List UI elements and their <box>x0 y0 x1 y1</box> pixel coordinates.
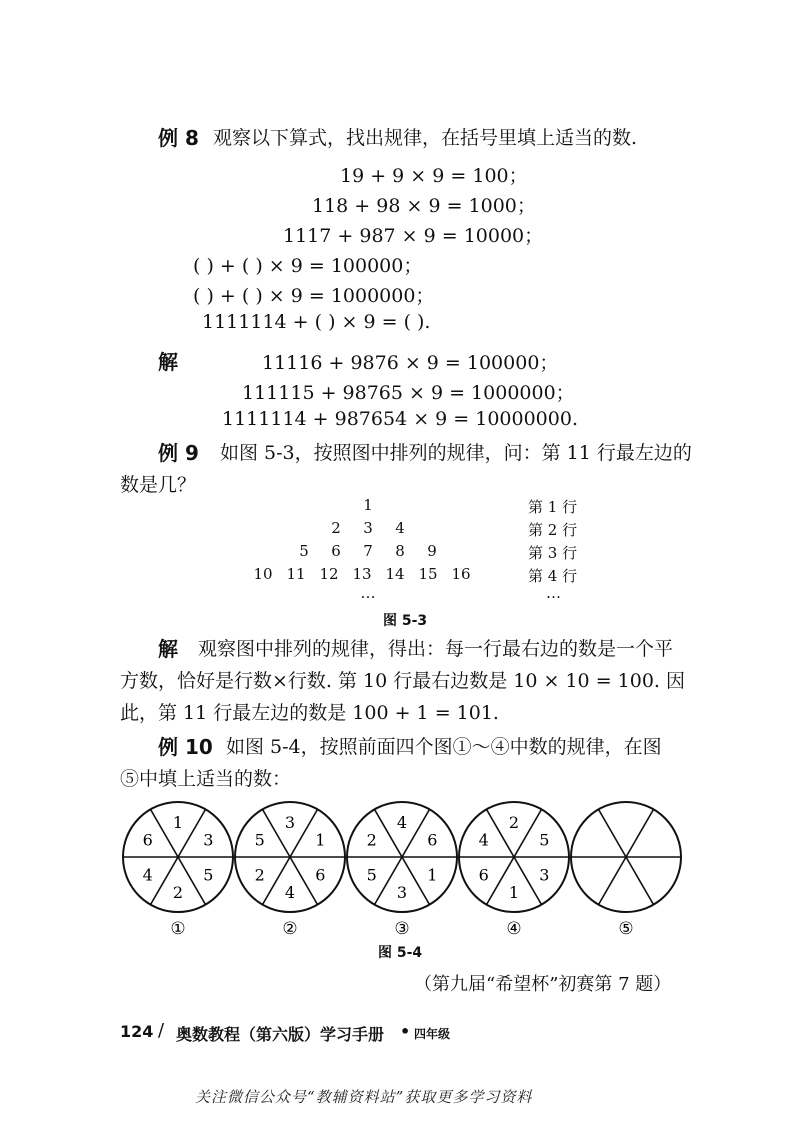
sector-number: 4 <box>396 813 408 832</box>
sector-number: 4 <box>142 865 153 885</box>
sector-number: 1 <box>172 813 184 832</box>
triangle-cell: 8 <box>395 542 405 560</box>
sector-number: 2 <box>366 830 377 850</box>
example9-solution-label: 解 <box>158 637 178 661</box>
problem-source: （第九届“希望杯”初赛第 7 题） <box>414 974 672 995</box>
example9-solution-line3: 此，第 11 行最左边的数是 100 + 1 = 101. <box>120 702 499 724</box>
footer-bullet: • <box>400 1022 411 1041</box>
example8-solution-label: 解 <box>158 350 178 374</box>
triangle-cell: 14 <box>385 565 405 583</box>
example8-equation-5: ( ) + ( ) × 9 = 1000000； <box>193 285 435 307</box>
sector-number: 6 <box>315 865 326 885</box>
example8-label: 例 8 <box>158 126 199 150</box>
example10-prompt-line1: 如图 5-4，按照前面四个图①～④中数的规律，在图 <box>226 736 662 758</box>
triangle-cell: 13 <box>352 565 372 583</box>
row-label: 第 4 行 <box>528 567 578 585</box>
triangle-ellipsis: … <box>360 584 376 602</box>
figure-caption-5-3: 图 5-3 <box>383 613 428 629</box>
circle-label: ⑤ <box>618 919 634 939</box>
example8-equation-2: 118 + 98 × 9 = 1000； <box>312 195 536 217</box>
sector-number: 1 <box>315 830 326 850</box>
circle-label: ① <box>170 919 186 939</box>
triangle-cell: 16 <box>451 565 471 583</box>
sector-number: 5 <box>539 830 550 850</box>
triangle-cell: 2 <box>331 519 341 537</box>
triangle-cell: 3 <box>363 519 373 537</box>
divided-circle <box>235 802 345 939</box>
sector-number: 2 <box>172 883 184 902</box>
sector-number: 4 <box>284 883 296 902</box>
circle-label: ② <box>282 919 298 939</box>
sector-number: 3 <box>396 883 408 902</box>
sector-number: 5 <box>254 830 265 850</box>
sector-number: 3 <box>203 830 214 850</box>
triangle-cell: 11 <box>286 565 306 583</box>
triangle-cell: 10 <box>253 565 273 583</box>
sector-number: 5 <box>203 865 214 885</box>
example8-equation-6: 1111114 + ( ) × 9 = ( ). <box>202 311 431 333</box>
example8-solution-1: 11116 + 9876 × 9 = 100000； <box>262 352 559 374</box>
figure-caption-5-4: 图 5-4 <box>378 945 423 961</box>
example9-label: 例 9 <box>158 441 199 465</box>
example10-prompt-line2: ⑤中填上适当的数： <box>120 768 292 790</box>
example8-equation-1: 19 + 9 × 9 = 100； <box>340 165 528 187</box>
row-label: 第 3 行 <box>528 544 578 562</box>
watermark-text: 关注微信公众号“教辅资料站”获取更多学习资料 <box>195 1088 533 1106</box>
triangle-cell: 12 <box>319 565 339 583</box>
sector-number: 4 <box>478 830 489 850</box>
triangle-cell: 5 <box>299 542 309 560</box>
divided-circle <box>347 802 457 939</box>
example8-prompt: 观察以下算式，找出规律，在括号里填上适当的数. <box>213 127 638 149</box>
divided-circle <box>123 802 233 939</box>
sector-number: 1 <box>508 883 520 902</box>
divided-circle <box>459 802 569 939</box>
example9-prompt-line1: 如图 5-3，按照图中排列的规律，问：第 11 行最左边的 <box>220 442 692 464</box>
example8-equation-4: ( ) + ( ) × 9 = 100000； <box>193 255 423 277</box>
sector-number: 6 <box>478 865 489 885</box>
example9-solution-line1: 观察图中排列的规律，得出：每一行最右边的数是一个平 <box>198 638 674 660</box>
triangle-cell: 15 <box>418 565 438 583</box>
triangle-cell: 4 <box>395 519 405 537</box>
example8-solution-3: 1111114 + 987654 × 9 = 10000000. <box>222 408 578 430</box>
row-label: 第 1 行 <box>528 498 578 516</box>
sector-number: 5 <box>366 865 377 885</box>
divided-circle <box>571 802 681 939</box>
example8-equation-3: 1117 + 987 × 9 = 10000； <box>283 225 544 247</box>
example10-label: 例 10 <box>158 735 213 759</box>
sector-number: 3 <box>284 813 296 832</box>
triangle-cell: 6 <box>331 542 341 560</box>
triangle-cell: 9 <box>427 542 437 560</box>
book-title: 奥数教程（第六版）学习手册 <box>176 1025 385 1044</box>
sector-number: 6 <box>142 830 153 850</box>
example8-solution-2: 111115 + 98765 × 9 = 1000000； <box>242 382 575 404</box>
triangle-cell: 7 <box>363 542 373 560</box>
circle-label: ④ <box>506 919 522 939</box>
row-label-ellipsis: … <box>546 584 561 602</box>
footer-slash: / <box>158 1020 165 1041</box>
triangle-cell: 1 <box>363 496 373 514</box>
page-number: 124 <box>120 1022 154 1041</box>
sector-number: 6 <box>427 830 438 850</box>
circle-label: ③ <box>394 919 410 939</box>
row-label: 第 2 行 <box>528 521 578 539</box>
example9-prompt-line2: 数是几？ <box>120 474 197 496</box>
sector-number: 2 <box>254 865 265 885</box>
sector-number: 1 <box>427 865 438 885</box>
sector-number: 2 <box>508 813 520 832</box>
sector-number: 3 <box>539 865 550 885</box>
grade-label: 四年级 <box>414 1027 451 1041</box>
circle-diagram <box>0 795 800 940</box>
example9-solution-line2: 方数，恰好是行数×行数. 第 10 行最右边数是 10 × 10 = 100. 因 <box>120 670 685 692</box>
